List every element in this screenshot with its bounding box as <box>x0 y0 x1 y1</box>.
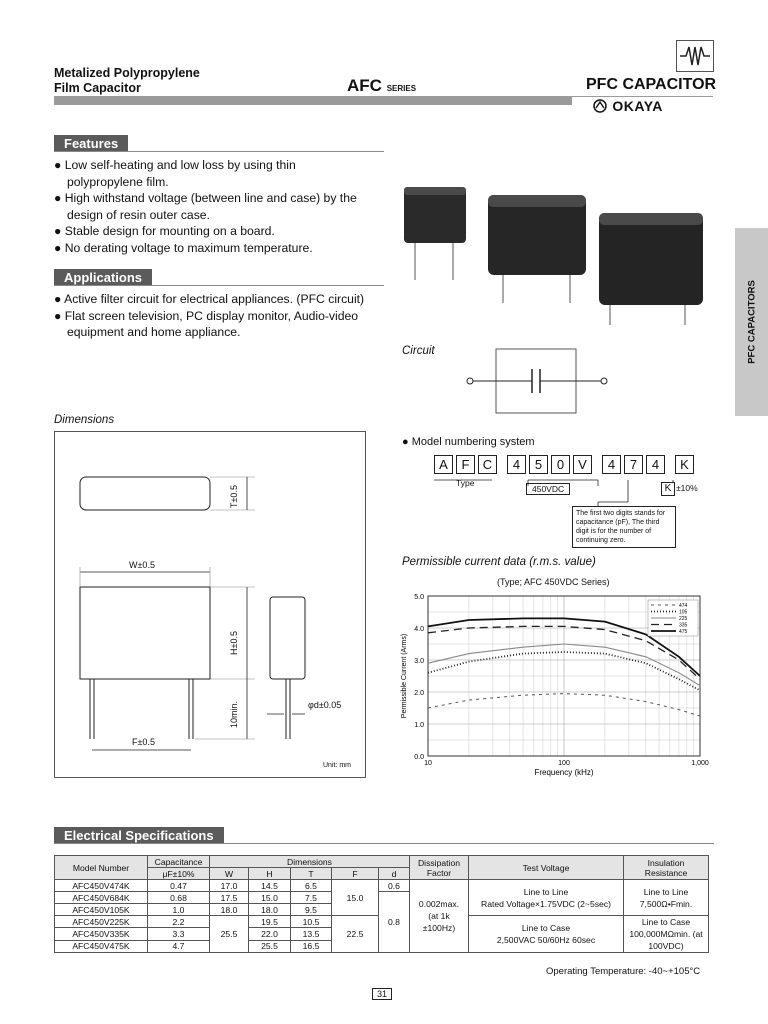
y-tick-label: 3.0 <box>414 658 424 665</box>
char-box: 4 <box>646 455 665 474</box>
x-tick-label: 10 <box>424 760 432 767</box>
header-rule-right <box>572 96 713 97</box>
f-dimension: F±0.5 <box>132 737 155 747</box>
model-numbering-label: ● Model numbering system <box>402 436 535 448</box>
chart-heading: Permissible current data (r.m.s. value) <box>402 556 596 568</box>
char-box: A <box>434 455 453 474</box>
electrical-heading: Electrical Specifications <box>54 827 224 845</box>
y-axis-label: Permissible Current (Arms) <box>401 633 408 719</box>
side-tab: PFC CAPACITORS <box>735 228 768 416</box>
char-box: 5 <box>529 455 548 474</box>
current-chart <box>398 588 714 783</box>
y-tick-label: 1.0 <box>414 722 424 729</box>
unit-label: Unit: mm <box>323 762 351 769</box>
circuit-label: Circuit <box>402 345 435 357</box>
product-photo <box>395 175 725 335</box>
list-item: ● Active filter circuit for electrical appliances. (PFC circuit) <box>54 292 365 306</box>
capacitor-large <box>599 213 703 325</box>
chart-title: (Type; AFC 450VDC Series) <box>497 577 610 587</box>
series-title: AFC SERIES <box>347 76 417 95</box>
table-row: AFC450V475K 4.7 25.5 16.5 <box>55 940 709 952</box>
applications-rule <box>54 285 384 286</box>
legend-label: 105 <box>679 609 688 616</box>
char-box: 0 <box>551 455 570 474</box>
char-box: 7 <box>624 455 643 474</box>
char-box: K <box>675 455 694 474</box>
table-row: AFC450V684K 0.68 17.5 15.0 7.5 0.8 <box>55 892 709 904</box>
features-list <box>54 157 374 256</box>
table-row: AFC450V225K 2.2 25.5 19.5 10.5 22.5 Line to Case 2,500VAC 50/60Hz 60sec Line to Case 100,000MΩmin. (at 100VDC) <box>55 916 709 928</box>
y-tick-label: 5.0 <box>414 594 424 601</box>
category-title: PFC CAPACITOR <box>586 76 717 93</box>
capacitance-note: The first two digits stands for capacitance (pF), The third digit is for the number of continuing zero. <box>572 506 676 548</box>
h-dimension: H±0.5 <box>229 631 239 655</box>
dimension-drawing <box>54 431 366 778</box>
y-tick-label: 0.0 <box>414 754 424 761</box>
features-rule <box>54 151 384 152</box>
header-rule <box>54 96 572 105</box>
type-label: Type <box>456 478 475 488</box>
lead-dimension: 10min. <box>229 700 239 728</box>
legend-label: 335 <box>679 622 688 629</box>
applications-list <box>54 291 374 341</box>
t-dimension: T±0.5 <box>229 485 239 508</box>
brand-logo: OKAYA <box>592 98 663 114</box>
char-box: C <box>478 455 497 474</box>
voltage-label: 450VDC <box>526 483 570 495</box>
circuit-diagram <box>460 345 620 415</box>
list-item: ● Flat screen television, PC display monitor, Audio-video equipment and home appliance. <box>54 308 359 339</box>
w-dimension: W±0.5 <box>129 560 155 570</box>
operating-temperature: Operating Temperature: -40~+105°C <box>546 966 701 977</box>
model-number-boxes <box>434 455 697 474</box>
features-heading: Features <box>54 135 128 153</box>
char-box: 4 <box>507 455 526 474</box>
brand-mark-icon <box>592 99 608 113</box>
logo-icon <box>676 40 714 72</box>
table-header-row: μF±10% W H T F d <box>55 868 709 880</box>
list-item: ● No derating voltage to maximum temperature. <box>54 240 313 255</box>
char-box: V <box>573 455 592 474</box>
table-header-row: Model Number Capacitance Dimensions Dissipation Factor Test Voltage Insulation Resistance <box>55 856 709 868</box>
d-dimension: φd±0.05 <box>308 700 342 710</box>
capacitor-medium <box>488 195 586 303</box>
list-item: ● High withstand voltage (between line and case) by the design of resin outer case. <box>54 191 357 222</box>
page-number: 31 <box>372 988 392 1000</box>
y-tick-label: 2.0 <box>414 690 424 697</box>
y-tick-label: 4.0 <box>414 626 424 633</box>
list-item: ● Stable design for mounting on a board. <box>54 224 275 238</box>
table-row: AFC450V474K 0.47 17.0 14.5 6.5 15.0 0.6 0.002max. (at 1k ±100Hz) Line to Line Rated Voltage×1.75VDC (2~5sec) Line to Line 7,500Ω•Fmin. <box>55 880 709 892</box>
dimensions-label: Dimensions <box>54 414 115 426</box>
char-box: 4 <box>602 455 621 474</box>
x-axis-label: Frequency (kHz) <box>534 768 594 777</box>
document-title: Metalized Polypropylene Film Capacitor <box>54 66 200 95</box>
list-item: ● Low self-heating and low loss by using thin polypropylene film. <box>54 158 296 189</box>
legend-label: 475 <box>679 629 688 635</box>
table-row: AFC450V105K 1.0 18.0 18.0 9.5 <box>55 904 709 916</box>
applications-heading: Applications <box>54 269 152 287</box>
spec-table <box>54 855 709 953</box>
x-tick-label: 1,000 <box>691 760 709 767</box>
spec-table-wrap <box>54 855 709 953</box>
dimension-lines <box>55 432 365 777</box>
x-tick-label: 100 <box>558 760 570 767</box>
electrical-rule <box>54 843 714 844</box>
table-row: AFC450V335K 3.3 22.0 13.5 <box>55 928 709 940</box>
legend-label: 225 <box>679 616 688 622</box>
char-box: F <box>456 455 475 474</box>
tolerance-label: K ±10% <box>661 482 698 496</box>
legend-label: 474 <box>679 603 688 609</box>
